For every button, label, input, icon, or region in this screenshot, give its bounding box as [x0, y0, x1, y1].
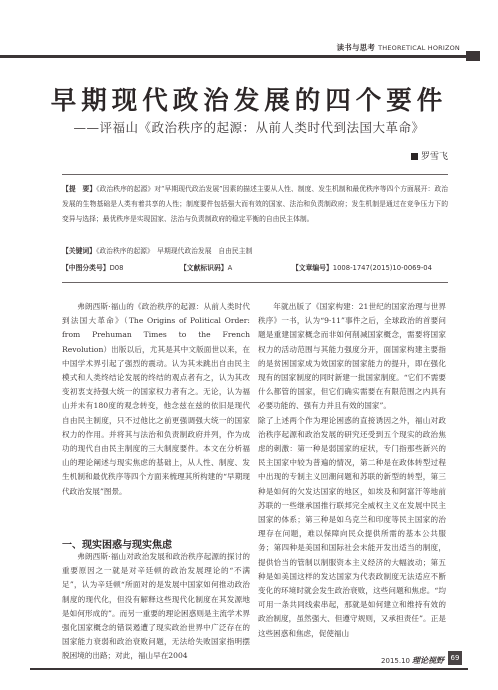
abstract-text: 《政治秩序的起源》对“早期现代政治发展”因素的描述主要从人性、制度、发生机制和最优秩序等四个方面展开：政治发展的生物基础是人类有着共享的人性；制度要件包括强大而有效的国家、法治和负责制政府；发生机制是通过在竞争压力下的变异与选择；最优秩序是实现国家、法治与负责制政府的稳定平衡的自由民主体制。 — [62, 185, 448, 223]
column-left-section — [62, 550, 250, 664]
footer-date: 2015.10 — [381, 657, 410, 665]
column-left-intro — [62, 300, 250, 499]
article-title: 早期现代政治发展的四个要件 — [50, 86, 448, 116]
paragraph: 弗朗西斯·福山的《政治秩序的起源：从前人类时代到法国大革命》（The Origins of Political Order: from Prehuman Times to the French Revolution）出版以后，尤其是其中文版面世以来，在中国学术界引起了强烈的震动。认为其未跳出自由民主模式和人类终结论发展的终结的观点者有之，认为其改变初衷支持强大统一的国家权力者有之。无论，认为福山并未有180度的观念转变，他念兹在兹的依旧是现代自由民主制度，只不过他比之前更强调强大统一的国家权力的作用。并将其与法治和负责制政府并列，作为成功的现代自由民主制度的三大制度要件。本文在分析福山的理论阐述与现实焦虑的基础上，从人性、制度、发生机制和最优秩序等四个方面来梳理其所构建的“早期现代政治发展”图景。 — [62, 302, 250, 496]
class-number: 【中图分类号】D08 — [62, 264, 124, 272]
author — [411, 149, 448, 162]
footer-text — [381, 655, 444, 666]
author-name: 罗雪飞 — [420, 152, 448, 162]
rule-bottom — [62, 282, 448, 283]
rule-top — [62, 174, 448, 175]
paragraph: 弗朗西斯·福山对政治发展和政治秩序起源的探讨的重要原因之一就是对辛廷顿的政治发展理论的“不满足”，认为辛廷顿“所面对的是发展中国家如何推动政治制度的现代化，但没有解释这些现代化制度在其发源地是如何形成的”。而另一重要的理论困惑则是主流学术界强化国家概念的错误遏遭了现实政治世界中广泛存在的国家能力衰弱和政治衰败问题，无法给失败国家指明摆脱困境的出路；对此，福山早在2004 — [62, 552, 250, 661]
article-subtitle: ——评福山《政治秩序的起源：从前人类时代到法国大革命》 — [73, 120, 425, 135]
header-label-en: THEORETICAL HORIZON — [378, 44, 460, 52]
paragraph: 年就出版了《国家构建：21世纪的国家治理与世界秩序》一书，认为“9·11”事件之后，全球政治的首要问题是重建国家概念而非如何削减国家概念，需要将国家权力的活动范围与其能力强度分开，面国家构建主要指的是贫困国家成为效国家的国家能力的提升，即在强化现有的国家制度的同时新建一批国家制度。“它们不需要什么都管的国家，但它们确实需要在有限范围之内具有必要功能的、强有力并且有效的国家”。 除了上述两个作为理论困惑的直接诱因之外，福山对政治秩序起源和政治发展的研究还受到五个现实的政治焦虑的刺激：第一种是弱国家的症状，专门指那些新兴的民主国家中较为普遍的情况，第二种是在政体转型过程中出现的专制主义回潮问题和苏联的新型的转型，第三种是如何的欠发达国家的地区，如埃及和阿富汗等地前苏联的一些继承国推行联邦完全威权主义在发展中民主国家的体系；第三种是如乌克兰和印度等民主国家的治理存在问题，难以保障向民众提供所需的基本公共服务；第四种是美国和国际社会未能开发出适当的制度，提供恰当的管制以制服资本主义经济的大幅波动；第五种是如美国这样的发达国家为代表政制度无法适应不断变化的环境时就会发生政治衰败，这些问题和焦虑。“均可用一条共同线索串起，那就是如何建立和维持有效的政治制度，虽然强大、但遵守规则，又承担责任”。正是这些困惑和焦虑，促使福山 — [258, 302, 446, 638]
article-number: 【文章编号】1008-1747(2015)10-0069-04 — [292, 264, 432, 272]
footer-bar — [30, 668, 468, 670]
column-right — [258, 300, 446, 650]
header-label-cn: 读书与思考 — [336, 43, 376, 52]
keywords — [62, 245, 448, 255]
header-bar-end — [466, 51, 480, 61]
doc-code: 【文献标识码】A — [180, 264, 233, 272]
keywords-text: 《政治秩序的起源》 早期现代政治发展 自由民主制 — [95, 247, 253, 255]
page-number: 69 — [448, 651, 462, 665]
abstract-label: 【提 要】 — [62, 185, 97, 193]
header-bar — [0, 55, 466, 58]
author-square-icon — [411, 153, 418, 160]
abstract — [62, 182, 448, 227]
footer-magazine: 理论视野 — [412, 656, 444, 665]
header-label — [337, 42, 460, 53]
section-heading: 一、现实困惑与现实焦虑 — [62, 540, 172, 551]
keywords-label: 【关键词】 — [62, 247, 96, 255]
